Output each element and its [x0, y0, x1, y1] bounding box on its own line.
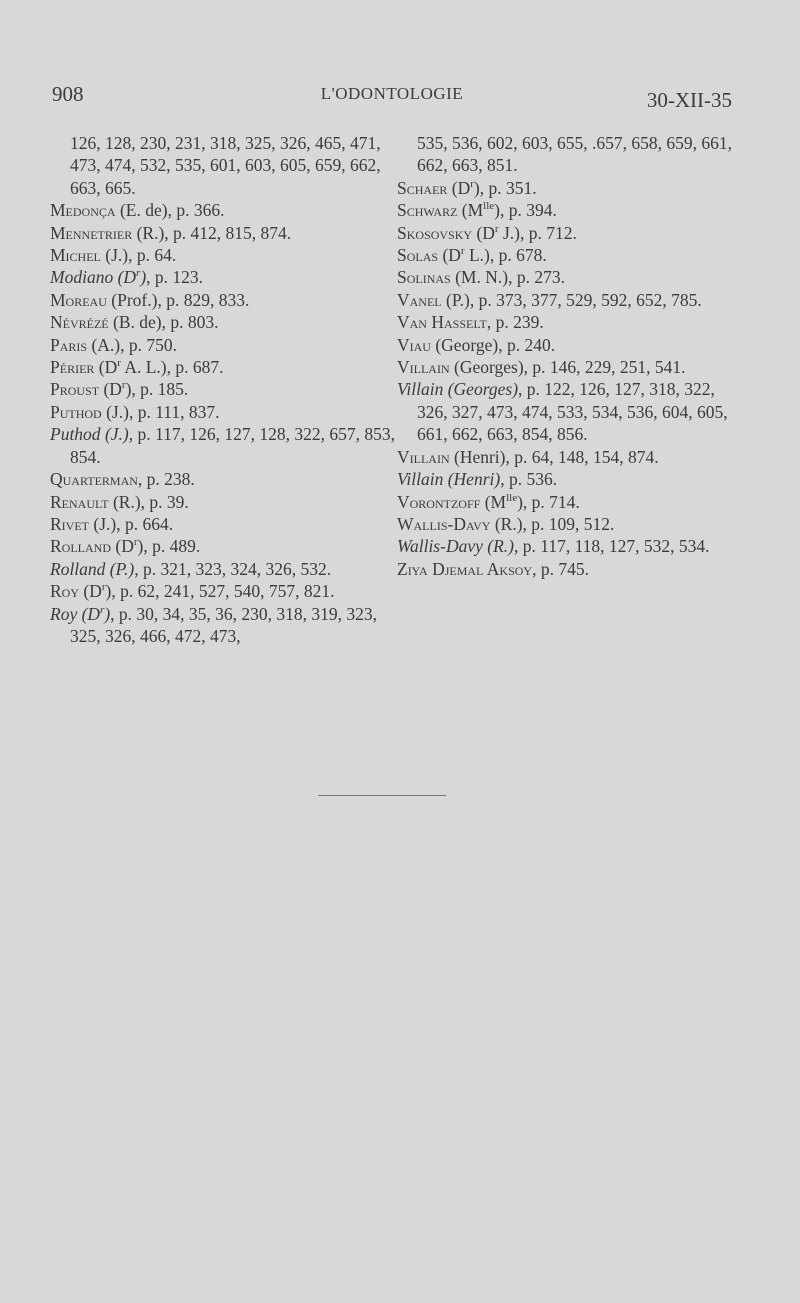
entry-pages: , p. 412, 815, 874.: [164, 222, 292, 243]
entry-qualifier-end: ): [105, 581, 112, 602]
entry-qualifier: (Henri): [449, 446, 506, 467]
entry-name: Renault: [50, 491, 109, 512]
entry-qualifier: (P.): [441, 289, 470, 310]
index-entry: [397, 334, 742, 356]
entry-pages: , p. 803.: [161, 312, 219, 333]
entry-name: Vorontzoff: [397, 491, 481, 512]
entry-qualifier: (D: [113, 267, 137, 288]
entry-qualifier-end: ): [125, 379, 132, 400]
entry-pages: , p. 109, 512.: [522, 513, 615, 534]
index-entry: [397, 177, 742, 199]
entry-qualifier-end: A. L.): [120, 357, 167, 378]
index-entry: [50, 401, 395, 423]
entry-qualifier: (D: [94, 357, 118, 378]
entry-name: Roy: [50, 581, 80, 602]
entry-pages: , p. 750.: [120, 334, 177, 355]
entry-superscript: lle: [506, 491, 518, 504]
index-entry: [50, 423, 395, 468]
entry-name: Mennetrier: [50, 222, 133, 243]
entry-pages: , p. 122, 126, 127, 318, 322, 326, 327, 473, 474, 533, 534, 536, 604, 605, 661, 662, 663, 854, 856.: [417, 379, 728, 445]
entry-heading: [397, 492, 523, 512]
entry-qualifier: (E. de): [115, 200, 168, 221]
index-entry: [397, 266, 742, 288]
entry-qualifier-end: ): [517, 491, 523, 512]
page-header: [52, 82, 732, 118]
entry-pages: , p. 273.: [508, 267, 565, 288]
entry-qualifier: (Henri): [443, 469, 501, 490]
entry-superscript: lle: [483, 200, 495, 213]
index-entry: [50, 266, 395, 288]
index-entry: [397, 289, 742, 311]
entry-heading: [50, 604, 110, 624]
entry-name: Vanel: [397, 289, 442, 310]
entry-heading: [397, 290, 470, 310]
page-number: 908: [52, 82, 84, 106]
running-title: L'ODONTOLOGIE: [320, 84, 464, 103]
entry-superscript: r: [494, 222, 499, 235]
entry-qualifier: (Georges): [443, 379, 519, 400]
entry-qualifier: (D: [472, 222, 495, 243]
entry-name: Moreau: [50, 289, 107, 310]
entry-name: Van Hasselt: [397, 312, 487, 333]
entry-pages: , p. 30, 34, 35, 36, 230, 318, 319, 323, 325, 326, 466, 472, 473,: [70, 603, 378, 646]
entry-name: Solas: [397, 245, 439, 266]
entry-pages: , p. 373, 377, 529, 592, 652, 785.: [469, 289, 702, 310]
entry-name: Rolland: [50, 536, 111, 557]
index-entry: [397, 356, 742, 378]
entry-qualifier: (George): [430, 334, 499, 355]
entry-pages: , p. 745.: [532, 558, 589, 579]
entry-name: Modiano: [50, 267, 114, 288]
entry-heading: [50, 290, 157, 310]
entry-name: Périer: [50, 357, 95, 378]
entry-qualifier: (D: [99, 379, 122, 400]
entry-qualifier: (J.): [100, 245, 129, 266]
entry-qualifier-end: ): [104, 603, 111, 624]
entry-qualifier: (R.): [490, 513, 523, 534]
entry-heading: [50, 559, 134, 579]
entry-qualifier: (Prof.): [106, 289, 158, 310]
entry-heading: [50, 469, 138, 489]
entry-heading: [50, 312, 162, 332]
entry-heading: [397, 357, 524, 377]
entry-name: Paris: [50, 334, 88, 355]
index-entry: [397, 535, 742, 557]
entry-qualifier-end: L.): [464, 245, 490, 266]
index-entry: [397, 311, 742, 333]
index-entry: [397, 446, 742, 468]
entry-qualifier: (J.): [101, 401, 129, 422]
entry-heading: [397, 200, 500, 220]
entry-heading: [50, 536, 143, 556]
index-entry: [50, 468, 395, 490]
entry-heading: [50, 424, 129, 444]
entry-heading: [397, 245, 490, 265]
entry-qualifier: (M: [457, 200, 484, 221]
entry-qualifier: (D: [79, 581, 102, 602]
entry-pages: , p. 712.: [519, 222, 577, 243]
index-entry: [50, 378, 395, 400]
entry-heading: [50, 379, 131, 399]
entry-qualifier: (D: [77, 603, 101, 624]
index-column-left: [50, 132, 395, 647]
entry-qualifier: (R.): [482, 536, 514, 557]
entry-superscript: r: [470, 177, 474, 190]
entry-qualifier-end: ): [137, 536, 144, 557]
entry-heading: [397, 447, 506, 467]
index-entry: [397, 491, 742, 513]
entry-qualifier-end: ): [473, 177, 480, 198]
index-entry: [50, 491, 395, 513]
index-entry: [50, 289, 395, 311]
entry-qualifier: (J.): [100, 424, 129, 445]
entry-qualifier-end: ): [140, 267, 147, 288]
entry-pages: , p. 123.: [146, 267, 204, 288]
entry-heading: [397, 223, 520, 243]
entry-name: Proust: [50, 379, 100, 400]
entry-qualifier: (Georges): [449, 357, 524, 378]
entry-pages: , p. 62, 241, 527, 540, 757, 821.: [111, 581, 335, 602]
entry-qualifier: (A.): [87, 334, 121, 355]
entry-qualifier: (D: [447, 177, 471, 198]
entry-heading: [50, 200, 168, 220]
entry-pages: , p. 366.: [167, 200, 225, 221]
index-entry: [397, 558, 742, 580]
entry-name: Schaer: [397, 177, 448, 198]
entry-name: Quarterman: [50, 469, 138, 490]
entry-heading: [50, 402, 129, 422]
index-entry: [50, 334, 395, 356]
entry-qualifier: (R.): [132, 222, 165, 243]
entry-superscript: r: [100, 603, 105, 616]
entry-superscript: r: [460, 245, 465, 258]
index-entry: [50, 222, 395, 244]
entry-superscript: r: [136, 267, 141, 280]
entry-pages: , p. 321, 323, 324, 326, 532.: [134, 558, 332, 579]
entry-qualifier: (B. de): [108, 312, 162, 333]
entry-qualifier: (M: [480, 491, 507, 512]
entry-name: Wallis-Davy: [397, 513, 491, 534]
index-column-right: [397, 132, 742, 580]
entry-pages: , p. 240.: [498, 334, 556, 355]
entry-pages: , p. 536.: [500, 469, 558, 490]
entry-pages: , p. 64.: [128, 245, 177, 266]
entry-name: Roy: [50, 603, 78, 624]
entry-heading: [397, 536, 514, 556]
entry-qualifier: (D: [438, 245, 461, 266]
entry-pages: , p. 351.: [479, 177, 537, 198]
entry-superscript: r: [101, 581, 106, 594]
index-entry: [397, 199, 742, 221]
index-entry: [397, 513, 742, 535]
entry-pages: , p. 394.: [500, 200, 557, 221]
entry-name: Wallis-Davy: [397, 536, 483, 557]
entry-pages: , p. 117, 126, 127, 128, 322, 657, 853, 854.: [70, 424, 395, 467]
entry-heading: [397, 178, 480, 198]
entry-name: Villain: [397, 469, 444, 490]
entry-pages: , p. 829, 833.: [157, 289, 250, 310]
section-rule: [318, 795, 446, 796]
entry-heading: [397, 559, 532, 579]
entry-heading: [397, 312, 487, 332]
index-entry: [50, 603, 395, 648]
entry-pages: , p. 185.: [131, 379, 189, 400]
index-entry: [50, 513, 395, 535]
index-entry: [50, 199, 395, 221]
entry-superscript: r: [133, 536, 138, 549]
entry-pages: , p. 146, 229, 251, 541.: [523, 357, 686, 378]
entry-pages: , p. 714.: [522, 491, 580, 512]
entry-heading: [50, 335, 120, 355]
entry-superscript: r: [117, 357, 121, 370]
entry-name: Solinas: [397, 267, 451, 288]
entry-superscript: r: [121, 379, 126, 392]
entry-name: Névrézé: [50, 312, 109, 333]
entry-qualifier: (J.): [89, 513, 117, 534]
entry-heading: [397, 335, 498, 355]
entry-heading: [397, 267, 508, 287]
entry-heading: [50, 492, 141, 512]
entry-name: Schwarz: [397, 200, 458, 221]
entry-name: Puthod: [50, 401, 102, 422]
issue-date: 30-XII-35: [646, 88, 732, 112]
entry-name: Viau: [397, 334, 431, 355]
index-entry: [50, 244, 395, 266]
entry-qualifier: (M. N.): [450, 267, 509, 288]
index-entry: [50, 580, 395, 602]
entry-heading: [50, 581, 111, 601]
entry-name: Villain: [397, 446, 450, 467]
index-entry: [397, 378, 742, 445]
entry-heading: [50, 223, 164, 243]
entry-qualifier: (R.): [108, 491, 141, 512]
entry-heading: [50, 245, 128, 265]
entry-pages: , p. 239.: [486, 312, 544, 333]
index-entry: [397, 222, 742, 244]
entry-heading: [50, 267, 146, 287]
entry-qualifier-end: J.): [498, 222, 520, 243]
entry-qualifier: (P.): [105, 558, 135, 579]
entry-pages: , p. 687.: [166, 357, 224, 378]
entry-name: Rolland: [50, 558, 106, 579]
entry-pages: , p. 39.: [140, 491, 189, 512]
entry-heading: [397, 469, 500, 489]
index-entry: [397, 468, 742, 490]
index-entry: [50, 558, 395, 580]
entry-pages: , p. 664.: [116, 513, 174, 534]
entry-pages: 126, 128, 230, 231, 318, 325, 326, 465, 471, 473, 474, 532, 535, 601, 603, 605, 659, 662, 663, 665.: [70, 133, 381, 198]
entry-heading: [397, 514, 523, 534]
index-entry: [50, 535, 395, 557]
index-entry: [50, 356, 395, 378]
entry-pages: , p. 64, 148, 154, 874.: [505, 446, 659, 467]
index-entry: [50, 311, 395, 333]
entry-pages: , p. 111, 837.: [128, 401, 220, 422]
entry-pages: 535, 536, 602, 603, 655, .657, 658, 659, 661, 662, 663, 851.: [417, 133, 732, 176]
entry-name: Puthod: [50, 424, 101, 445]
entry-heading: [397, 379, 518, 399]
entry-qualifier-end: ): [494, 200, 500, 221]
entry-name: Villain: [397, 357, 450, 378]
index-entry: [397, 132, 742, 177]
index-entry: [397, 244, 742, 266]
index-entry: [50, 132, 395, 199]
entry-heading: [50, 357, 167, 377]
entry-qualifier: (D: [111, 536, 134, 557]
entry-name: Skosovsky: [397, 222, 473, 243]
entry-pages: , p. 238.: [137, 469, 195, 490]
entry-name: Michel: [50, 245, 101, 266]
entry-pages: , p. 117, 118, 127, 532, 534.: [513, 536, 710, 557]
entry-heading: [50, 514, 116, 534]
entry-name: Rivet: [50, 513, 89, 534]
entry-name: Medonça: [50, 200, 116, 221]
entry-name: Villain: [397, 379, 444, 400]
entry-name: Ziya Djemal Aksoy: [397, 558, 533, 579]
entry-pages: , p. 489.: [143, 536, 201, 557]
entry-pages: , p. 678.: [489, 245, 547, 266]
